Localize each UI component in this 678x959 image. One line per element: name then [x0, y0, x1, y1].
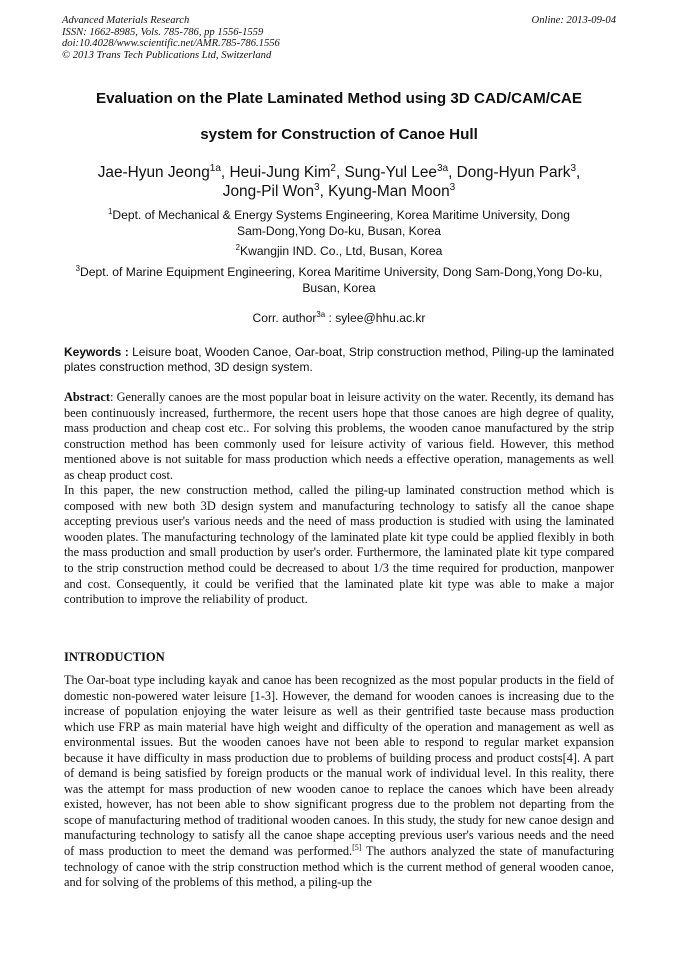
- journal-header: [62, 15, 616, 61]
- keywords-text: Leisure boat, Wooden Canoe, Oar-boat, Strip construction method, Piling-up the laminated plates construction method, 3D design system.: [64, 345, 614, 375]
- paper-title-line-2: system for Construction of Canoe Hull: [200, 126, 478, 143]
- citation-reference: [5]: [352, 842, 362, 852]
- keywords-label: Keywords :: [64, 345, 129, 359]
- author: Jae-Hyun Jeong$^{1a}$,: [97, 162, 230, 181]
- abstract: [64, 390, 614, 608]
- abstract-label: Abstract: [64, 390, 110, 404]
- journal-copyright: © 2013 Trans Tech Publications Ltd, Switzerland: [62, 49, 272, 61]
- affiliation-2: $^2$Kwangjin IND. Co., Ltd, Busan, Korea: [235, 242, 443, 258]
- corresponding-author: Corr. author$^{3a}$ : sylee@hhu.ac.kr: [252, 309, 426, 325]
- journal-name: Advanced Materials Research: [62, 15, 190, 26]
- journal-issn: ISSN: 1662-8985, Vols. 785-786, pp 1556-1559: [62, 26, 264, 38]
- author-list: [40, 163, 638, 201]
- paper-title-line-1: Evaluation on the Plate Laminated Method using 3D CAD/CAM/CAE: [95, 90, 583, 107]
- section-heading-introduction: INTRODUCTION: [64, 650, 165, 664]
- affiliation-3: $^3$Dept. of Marine Equipment Engineering, Korea Maritime University, Dong Sam-Dong,Yong Do-ku, Busan, Korea: [75, 263, 603, 295]
- keywords: [64, 345, 614, 376]
- affiliation-1: $^1$Dept. of Mechanical & Energy Systems Engineering, Korea Maritime University, Dong Sam-Dong,Yong Do-ku, Busan, Korea: [108, 206, 570, 238]
- introduction-paragraph: The Oar-boat type including kayak and canoe has been recognized as the most popular products in the field of domestic non-powered water leisure [1-3]. However, the demand for wooden canoes is increasing due to the increase of population enjoying the water leisure as well as their gentrified taste because mass production which use FRP as main material have high weight and difficulty of the operation and management as well as environmental issues. But the wooden canoes have not been able to respond to regular market expansion because it have difficulty in mass production due to problems of building process and product costs[4]. A part of demand is being satisfied by foreign products or the manual work of individual level. In this reality, there was the attempt for mass production of new wooden canoe to replace the canoes which have been already existed, however, has not been able to show significant progress due to the problem not departing from the scope of manufacturing method of traditional wooden canoes. In this study, the study for new canoe design and manufacturing technology to satisfy all the canoe shape accepting previous user's various needs and the need of mass production to meet the demand was performed.[5] The authors analyzed the state of manufacturing technology of canoe with the strip construction method which is the current method of general wooden canoe, and for solving of the problems of this method, a piling-up the: [64, 673, 615, 890]
- author: Kyung-Man Moon$^3$: [328, 181, 456, 200]
- online-date: Online: 2013-09-04: [531, 15, 616, 26]
- author: Jong-Pil Won$^3$,: [222, 181, 329, 200]
- abstract-paragraph-1: Abstract: Generally canoes are the most popular boat in leisure activity on the water. Recently, its demand has been continuously increased, furthermore, the recent users hope that those canoes are high degree of quality, mass production and cheap cost etc.. For solving this problems, the wooden canoe manufactured by the strip construction method has been commonly used for leisure activity of various field. However, this method mentioned above is not suitable for mass production which needs a effective operation, managements as well as cheap product cost.: [64, 390, 614, 482]
- author: Sung-Yul Lee$^{3a}$,: [344, 162, 457, 181]
- author: Heui-Jung Kim$^2$,: [229, 162, 345, 181]
- author-email: : sylee@hhu.ac.kr: [325, 311, 426, 325]
- abstract-paragraph-2: In this paper, the new construction method, called the piling-up laminated construction method which is composed with new both 3D design system and manufacturing technology to satisfy all the canoe shape accepting previous user's various needs and the need of mass production is studied with using the laminated wooden plates. The manufacturing technology of the laminated plate kit type could be applied flexibly in both the mass production and small production by user's order. Furthermore, the laminated plate kit type compared to the strip construction method could be decreased to about 1/3 the time required for production, manpower and cost. Consequently, it could be verified that the laminated plate kit type was able to make a major contribution to improve the reliability of product.: [64, 483, 614, 607]
- author: Dong-Hyun Park$^3$,: [456, 162, 581, 181]
- journal-doi: doi:10.4028/www.scientific.net/AMR.785-786.1556: [62, 38, 280, 50]
